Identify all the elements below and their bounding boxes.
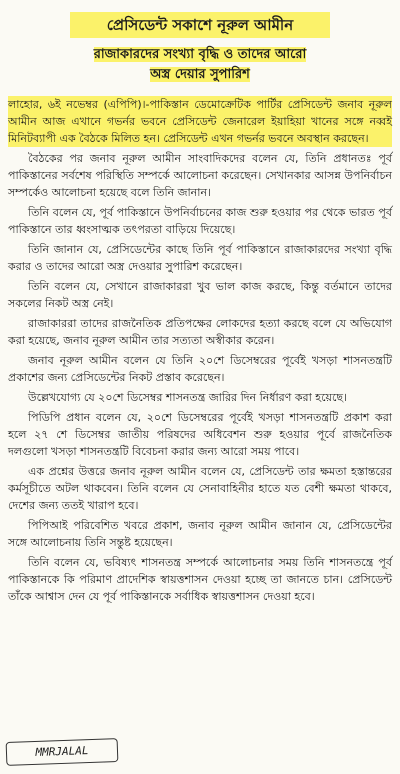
article-paragraph: তিনি বলেন যে, ভবিষ্যৎ শাসনতন্ত্র সম্পর্কে আলোচনার সময় তিনি শাসনতন্ত্রে পূর্ব পাকিস্তানকে কি পরিমাণ প্রাদেশিক স্বায়ত্তশাসন দেওয়া হচ্ছে তা জানতে চান। প্রেসিডেন্ট তাঁকে আশ্বাস দেন যে পূর্ব পাকিস্তানকে সর্বাধিক স্বায়ত্তশাসন দেওয়া হবে। — [8, 556, 392, 603]
headline: প্রেসিডেন্ট সকাশে নূরুল আমীন — [70, 12, 330, 38]
article-paragraph: রাজাকাররা তাদের রাজনৈতিক প্রতিপক্ষের লোকদের হত্যা করছে বলে যে অভিযোগ করা হয়েছে, জনাব নূরুল আমীন তার সত্যতা অস্বীকার করেন। — [8, 317, 392, 347]
article-paragraph: তিনি বলেন যে, সেখানে রাজাকাররা খুব ভাল কাজ করছে, কিন্তু বর্তমানে তাদের সকলের নিকট অস্ত্র নেই। — [8, 280, 392, 310]
article-paragraph: এক প্রশ্নের উত্তরে জনাব নূরুল আমীন বলেন যে, প্রেসিডেন্ট তার ক্ষমতা হস্তান্তরের কর্মসূচীতে অটল থাকবেন। তিনি বলেন যে সেনাবাহিনীর হাতে যত বেশী ক্ষমতা থাকবে, দেশের জন্য ততই খারাপ হবে। — [8, 465, 392, 512]
article-paragraph: বৈঠকের পর জনাব নূরুল আমীন সাংবাদিকদের বলেন যে, তিনি প্রধানতঃ পূর্ব পাকিস্তানের সর্বশেষ পরিস্থিতি সম্পর্কে আলোচনা করেছেন। সেখানকার আসন্ন উপনির্বাচন সম্পর্কেও আলোচনা হয়েছে বলে তিনি জানান। — [8, 152, 392, 199]
subheadline — [58, 45, 342, 85]
subheadline-line-2: অস্ত্র দেয়ার সুপারিশ — [150, 67, 250, 82]
handwritten-signature: MMRJALAL — [6, 738, 119, 766]
article-paragraph: উল্লেখযোগ্য যে ২০শে ডিসেম্বর শাসনতন্ত্র জারির দিন নির্ধারণ করা হয়েছে। — [28, 391, 347, 404]
subheadline-line-1: রাজাকারদের সংখ্যা বৃদ্ধি ও তাদের আরো — [93, 47, 307, 62]
article-paragraph: তিনি জানান যে, প্রেসিডেন্টের কাছে তিনি পূর্ব পাকিস্তানে রাজাকারদের সংখ্যা বৃদ্ধি করার ও তাদের আরো অস্ত্র দেওয়ার সুপারিশ করেছেন। — [8, 243, 392, 273]
article-paragraph: তিনি বলেন যে, পূর্ব পাকিস্তানে উপনির্বাচনের কাজ শুরু হওয়ার পর থেকে ভারত পূর্ব পাকিস্তানে তার ধ্বংসাত্মক তৎপরতা বাড়িয়ে দিয়েছে। — [8, 206, 392, 236]
article-paragraph-dateline: লাহোর, ৬ই নভেম্বর (এপিপি)।-পাকিস্তান ডেমোক্রেটিক পার্টির প্রেসিডেন্ট জনাব নূরুল আমীন আজ এখানে গভর্নর ভবনে প্রেসিডেন্ট জেনারেল ইয়াহিয়া খানের সঙ্গে নব্বই মিনিটব্যাপী এক বৈঠকে মিলিত হন। প্রেসিডেন্ট এখন গভর্নর ভবনে অবস্থান করছেন। — [8, 98, 392, 145]
article-body — [8, 96, 392, 608]
article-paragraph: পিডিপি প্রধান বলেন যে, ২০শে ডিসেম্বরের পূর্বেই খসড়া শাসনতন্ত্রটি প্রকাশ করা হলে ২৭ শে ডিসেম্বর জাতীয় পরিষদের অধিবেশন শুরু হওয়ার পূর্বে রাজনৈতিক দলগুলো খসড়া শাসনতন্ত্রটি বিবেচনা করার জন্য আরো সময় পাবে। — [8, 411, 392, 458]
article-paragraph: পিপিআই পরিবেশিত খবরে প্রকাশ, জনাব নূরুল আমীন জানান যে, প্রেসিডেন্টের সঙ্গে আলোচনায় তিনি সন্তুষ্ট হয়েছেন। — [8, 519, 392, 549]
article-paragraph: জনাব নূরুল আমীন বলেন যে তিনি ২০শে ডিসেম্বরের পূর্বেই খসড়া শাসনতন্ত্রটি প্রকাশের জন্য প্রেসিডেন্টের নিকট প্রস্তাব করেছেন। — [8, 354, 392, 384]
